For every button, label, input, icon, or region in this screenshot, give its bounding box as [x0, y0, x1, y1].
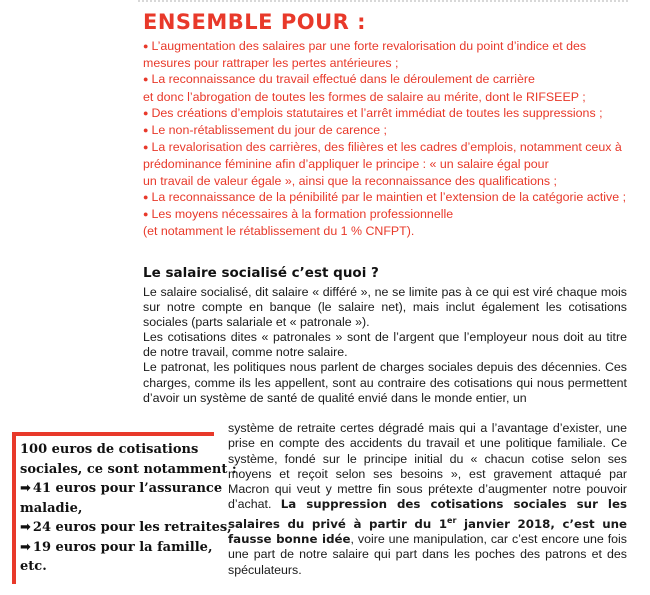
- demand-line: [143, 105, 628, 122]
- demand-line: [143, 71, 628, 88]
- demand-text: Des créations d’emplois statutaires et l’arrêt immédiat de toutes les suppressions ;: [151, 105, 603, 120]
- superscript: er: [447, 515, 457, 525]
- sidebar-line-last: etc.: [20, 559, 47, 574]
- bullet-icon: ●: [143, 142, 149, 153]
- bold-sentence: La suppression des cotisations sociales sur les salaires du privé à partir du 1er janvier 2018, c’est une fausse bonne idée: [228, 497, 627, 546]
- paragraph-2: Les cotisations dites « patronales » sont de l’argent que l’employeur nous doit au titre de notre travail, comme notre salaire.: [143, 330, 627, 360]
- section-title: Le salaire socialisé c’est quoi ?: [143, 265, 379, 281]
- sidebar-item-1-cont: maladie,: [20, 500, 83, 516]
- demand-line: [143, 139, 628, 172]
- demand-line: [143, 122, 628, 139]
- paragraph-3b: système de retraite certes dégradé mais qui a l’avantage d’exister, une prise en compte des accidents du travail et une politique familiale. Ce système, fondé sur le principe initial du « chacun cotise selon ses moyens et reçoit selon ses besoins », est gravement attaqué par Macron qui veut y mettre fin sous prétexte d’augmenter notre pouvoir d’achat.: [228, 421, 627, 512]
- bullet-icon: ●: [143, 125, 149, 136]
- paragraph-3: Le patronat, les politiques nous parlent de charges sociales depuis des décennies. Ces charges, comme ils les appellent, sont au contraire des cotisations qui nous permettent d’avoir un système de santé de qualité envié dans le monde entier, un: [143, 360, 627, 405]
- top-divider: [138, 0, 628, 2]
- sidebar-item-2-label: 24 euros pour les retraites,: [32, 520, 232, 535]
- bullet-icon: ●: [143, 107, 149, 118]
- demand-text: et donc l’abrogation de toutes les formes de salaire au mérite, dont le RIFSEEP ;: [143, 89, 586, 104]
- demands-list: [143, 38, 628, 239]
- bullet-icon: ●: [143, 41, 149, 51]
- demand-text: Le non-rétablissement du jour de carence ;: [151, 123, 387, 138]
- demand-text: La revalorisation des carrières, des filières et les cadres d’emplois, notamment ceux à prédominance féminine afin d’appliquer le principe : « un salaire égal pour: [143, 140, 622, 172]
- demand-text: La reconnaissance de la pénibilité par le maintien et l’extension de la catégorie active ;: [151, 189, 627, 204]
- page-title: ENSEMBLE POUR :: [143, 10, 367, 34]
- bullet-icon: ●: [143, 191, 149, 202]
- arrow-right-icon: ➡: [20, 481, 31, 496]
- section-body-wrapped: [228, 421, 627, 578]
- demand-line: [143, 206, 628, 223]
- demand-text: Les moyens nécessaires à la formation professionnelle: [151, 207, 454, 222]
- demand-line: [143, 38, 628, 71]
- paragraph-3c: , voire une manipulation, car c’est encore une fois une part de notre salaire qui part dans les poches des patrons et des spéculateurs.: [228, 532, 628, 577]
- demand-line: [143, 89, 628, 105]
- sidebar-item-3: [20, 538, 215, 558]
- sidebar-line-2: sociales, ce sont notamment :: [20, 461, 237, 477]
- bullet-icon: ●: [143, 74, 149, 85]
- section-body: [143, 285, 627, 406]
- paragraph-1: Le salaire socialisé, dit salaire « différé », ne se limite pas à ce qui est viré chaque mois sur notre compte en banque (le salaire net), mais inclut également les cotisations sociales (parts salariale et « patronale »).: [143, 285, 627, 330]
- sidebar-item-2: [20, 518, 232, 538]
- demand-line: [143, 223, 628, 239]
- demand-text: L’augmentation des salaires par une forte revalorisation du point d’indice et des mesures pour rattraper les pertes antérieures ;: [143, 39, 587, 71]
- sidebar-content: [20, 440, 237, 577]
- demand-text: (et notamment le rétablissement du 1 % CNFPT).: [143, 224, 415, 239]
- demand-line: [143, 173, 628, 189]
- sidebar-item-1: [20, 479, 223, 499]
- demand-line: [143, 189, 628, 206]
- arrow-right-icon: ➡: [20, 539, 31, 555]
- sidebar-line-1: 100 euros de cotisations: [20, 442, 199, 457]
- paragraph-3-continued: [228, 421, 627, 578]
- demand-text: La reconnaissance du travail effectué dans le déroulement de carrière: [151, 72, 535, 87]
- sidebar-item-3-label: 19 euros pour la famille,: [32, 539, 213, 555]
- bullet-icon: ●: [143, 209, 149, 220]
- demand-text: un travail de valeur égale », ainsi que la reconnaissance des qualifications ;: [143, 173, 557, 188]
- sidebar-item-1-label: 41 euros pour l’assurance: [32, 481, 223, 496]
- arrow-right-icon: ➡: [20, 520, 31, 535]
